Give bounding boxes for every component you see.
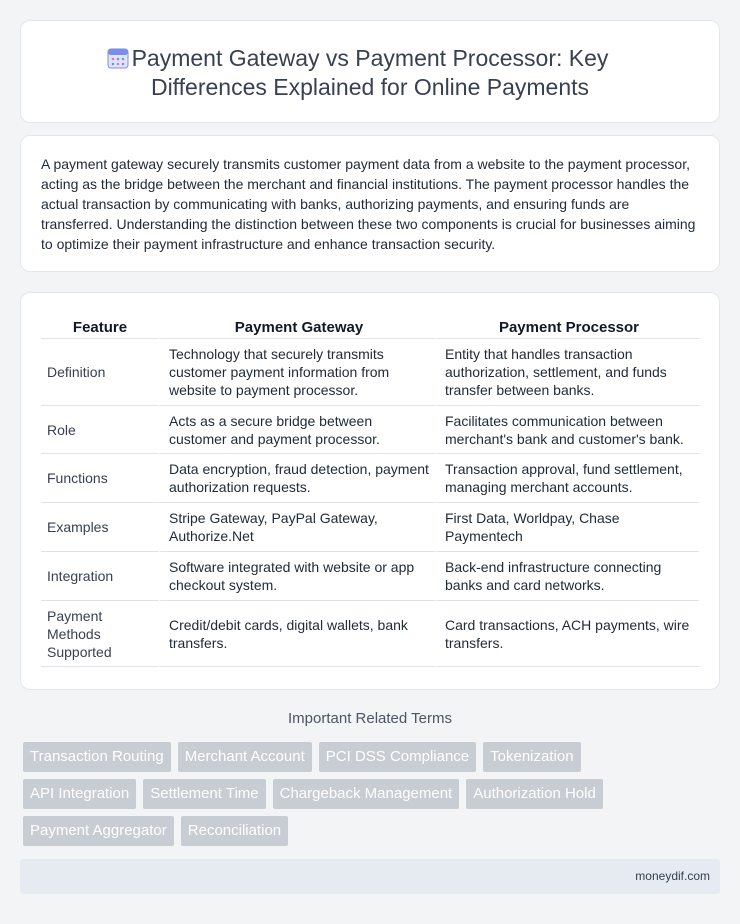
intro-paragraph: A payment gateway securely transmits customer payment data from a website to the payment processor, acting as the bridge between the merchant and financial institutions. The payment processor handles the actual transaction by communicating with banks, authorizing payments, and ensuring funds are transferred. Understanding the distinction between these two components is crucial for businesses aiming to optimize their payment infrastructure and enhance transaction security. [41, 156, 696, 252]
row-feature: Integration [41, 552, 159, 601]
tag-chargeback-management[interactable]: Chargeback Management [273, 779, 460, 809]
related-terms-list [23, 742, 713, 853]
row-gateway: Technology that securely transmits customer payment information from website to payment processor. [159, 339, 435, 406]
table-row [41, 339, 699, 406]
tag-pci-dss-compliance[interactable]: PCI DSS Compliance [319, 742, 476, 772]
row-gateway: Software integrated with website or app checkout system. [159, 552, 435, 601]
tag-transaction-routing[interactable]: Transaction Routing [23, 742, 171, 772]
tag-reconciliation[interactable]: Reconciliation [181, 816, 288, 846]
row-processor: Card transactions, ACH payments, wire transfers. [435, 601, 699, 667]
tag-row [23, 779, 713, 809]
header-feature: Feature [41, 315, 159, 339]
header-payment-gateway: Payment Gateway [159, 315, 435, 339]
row-feature: Definition [41, 339, 159, 406]
footer-site-link[interactable]: moneydif.com [635, 869, 710, 883]
header-payment-processor: Payment Processor [435, 315, 699, 339]
comparison-table [41, 315, 699, 667]
tag-settlement-time[interactable]: Settlement Time [143, 779, 265, 809]
row-processor: Transaction approval, fund settlement, managing merchant accounts. [435, 454, 699, 503]
tag-tokenization[interactable]: Tokenization [483, 742, 580, 772]
row-processor: Facilitates communication between merchant's bank and customer's bank. [435, 406, 699, 454]
row-processor: First Data, Worldpay, Chase Paymentech [435, 503, 699, 552]
table-row [41, 503, 699, 552]
row-gateway: Acts as a secure bridge between customer and payment processor. [159, 406, 435, 454]
table-row [41, 552, 699, 601]
row-gateway: Data encryption, fraud detection, payment authorization requests. [159, 454, 435, 503]
row-gateway: Credit/debit cards, digital wallets, bank transfers. [159, 601, 435, 667]
row-feature: Examples [41, 503, 159, 552]
tag-api-integration[interactable]: API Integration [23, 779, 136, 809]
title-card [20, 20, 720, 123]
tag-row [23, 816, 713, 846]
tag-authorization-hold[interactable]: Authorization Hold [466, 779, 603, 809]
tag-merchant-account[interactable]: Merchant Account [178, 742, 312, 772]
table-header-row [41, 315, 699, 339]
footer [20, 859, 720, 894]
comparison-card [20, 292, 720, 690]
table-row [41, 454, 699, 503]
row-processor: Back-end infrastructure connecting banks and card networks. [435, 552, 699, 601]
tag-row [23, 742, 713, 772]
page-title: Payment Gateway vs Payment Processor: Key Differences Explained for Online Payments [131, 45, 609, 100]
row-feature: Payment Methods Supported [41, 601, 159, 667]
row-feature: Role [41, 406, 159, 454]
related-terms-title: Important Related Terms [288, 710, 452, 727]
tag-payment-aggregator[interactable]: Payment Aggregator [23, 816, 174, 846]
table-row [41, 406, 699, 454]
row-feature: Functions [41, 454, 159, 503]
row-processor: Entity that handles transaction authorization, settlement, and funds transfer between banks. [435, 339, 699, 406]
row-gateway: Stripe Gateway, PayPal Gateway, Authorize.Net [159, 503, 435, 552]
table-row [41, 601, 699, 667]
intro-card [20, 135, 720, 272]
